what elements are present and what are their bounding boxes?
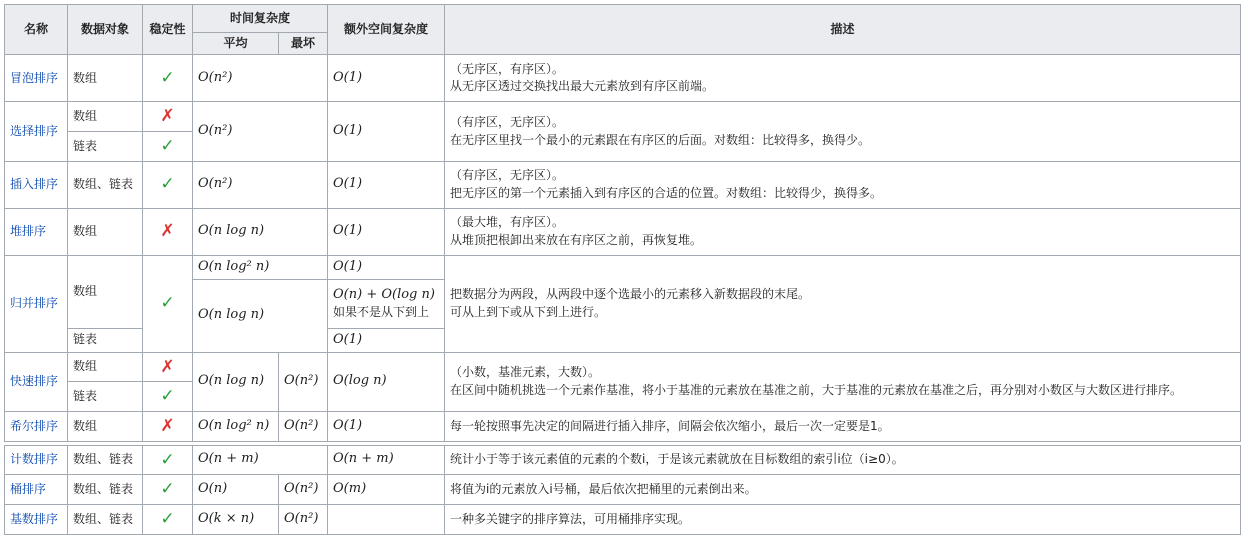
- algorithm-name-link[interactable]: 选择排序: [5, 102, 68, 161]
- stable-check-icon: ✓: [143, 475, 193, 505]
- space-complexity: O(1): [328, 328, 445, 352]
- stable-check-icon: ✓: [143, 255, 193, 352]
- description: （最大堆，有序区）。 从堆顶把根卸出来放在有序区之前，再恢复堆。: [445, 208, 1241, 255]
- average-complexity: O(n²): [193, 102, 328, 161]
- space-complexity: [328, 504, 445, 534]
- table-row-shell-sort: [5, 411, 1241, 441]
- space-complexity: O(1): [328, 161, 445, 208]
- header-stability: 稳定性: [143, 5, 193, 55]
- description: （有序区，无序区）。 在无序区里找一个最小的元素跟在有序区的后面。对数组：比较得多，换得少。: [445, 102, 1241, 161]
- average-complexity: O(n²): [193, 55, 328, 102]
- space-complexity: O(1): [328, 55, 445, 102]
- data-object: 数组: [68, 55, 143, 102]
- header-worst: 最坏: [279, 33, 328, 55]
- worst-complexity: O(n²): [279, 411, 328, 441]
- stable-check-icon: ✓: [143, 504, 193, 534]
- average-complexity: O(n log² n): [193, 411, 279, 441]
- description: 统计小于等于该元素值的元素的个数i，于是该元素就放在目标数组的索引i位（i≥0）。: [445, 445, 1241, 475]
- worst-complexity: O(n²): [279, 352, 328, 411]
- algorithm-name-link[interactable]: 计数排序: [5, 445, 68, 475]
- space-complexity-note: 如果不是从下到上: [333, 305, 430, 320]
- description: （小数，基准元素，大数）。 在区间中随机挑选一个元素作基准，将小于基准的元素放在基准之前，大于基准的元素放在基准之后，再分别对小数区与大数区进行排序。: [445, 352, 1241, 411]
- unstable-cross-icon: ✗: [143, 102, 193, 132]
- header-time-complexity: 时间复杂度: [193, 5, 328, 33]
- algorithm-name-link[interactable]: 快速排序: [5, 352, 68, 411]
- average-complexity: O(n log² n): [193, 255, 328, 279]
- worst-complexity: O(n²): [279, 475, 328, 505]
- data-object: 链表: [68, 382, 143, 412]
- algorithm-name-link[interactable]: 桶排序: [5, 475, 68, 505]
- algorithm-name-link[interactable]: 基数排序: [5, 504, 68, 534]
- stable-check-icon: ✓: [143, 445, 193, 475]
- table-row-heap-sort: [5, 208, 1241, 255]
- table-row-radix-sort: [5, 504, 1241, 534]
- data-object: 数组: [68, 255, 143, 328]
- space-complexity: O(m): [328, 475, 445, 505]
- unstable-cross-icon: ✗: [143, 411, 193, 441]
- data-object: 数组、链表: [68, 504, 143, 534]
- worst-complexity: O(n²): [279, 504, 328, 534]
- header-data-object: 数据对象: [68, 5, 143, 55]
- average-complexity: O(n log n): [193, 279, 328, 352]
- algorithm-name-link[interactable]: 堆排序: [5, 208, 68, 255]
- description: （有序区，无序区）。 把无序区的第一个元素插入到有序区的合适的位置。对数组：比较得少，换得多。: [445, 161, 1241, 208]
- table-row-insertion-sort: [5, 161, 1241, 208]
- header-description: 描述: [445, 5, 1241, 55]
- data-object: 数组、链表: [68, 475, 143, 505]
- table-row-bubble-sort: [5, 55, 1241, 102]
- stable-check-icon: ✓: [143, 132, 193, 162]
- algorithm-name-link[interactable]: 归并排序: [5, 255, 68, 352]
- data-object: 数组: [68, 352, 143, 382]
- table-row-counting-sort: [5, 445, 1241, 475]
- data-object: 数组: [68, 411, 143, 441]
- space-complexity: O(1): [328, 255, 445, 279]
- table-row-merge-sort: [5, 255, 1241, 279]
- space-complexity: O(n) + O(log n) 如果不是从下到上: [328, 279, 445, 328]
- stable-check-icon: ✓: [143, 55, 193, 102]
- algorithm-name-link[interactable]: 希尔排序: [5, 411, 68, 441]
- data-object: 链表: [68, 132, 143, 162]
- unstable-cross-icon: ✗: [143, 208, 193, 255]
- header-name: 名称: [5, 5, 68, 55]
- description: （无序区，有序区）。 从无序区透过交换找出最大元素放到有序区前端。: [445, 55, 1241, 102]
- algorithm-name-link[interactable]: 冒泡排序: [5, 55, 68, 102]
- description: 把数据分为两段，从两段中逐个选最小的元素移入新数据段的末尾。 可从上到下或从下到上进行。: [445, 255, 1241, 352]
- average-complexity: O(n²): [193, 161, 328, 208]
- space-complexity: O(n + m): [328, 445, 445, 475]
- space-complexity: O(1): [328, 411, 445, 441]
- space-complexity: O(log n): [328, 352, 445, 411]
- sorting-algorithms-table: [4, 4, 1241, 535]
- table-row-quick-sort: [5, 352, 1241, 382]
- average-complexity: O(n log n): [193, 208, 328, 255]
- data-object: 数组、链表: [68, 161, 143, 208]
- average-complexity: O(n + m): [193, 445, 328, 475]
- data-object: 数组、链表: [68, 445, 143, 475]
- space-complexity: O(1): [328, 102, 445, 161]
- description: 每一轮按照事先决定的间隔进行插入排序，间隔会依次缩小，最后一次一定要是1。: [445, 411, 1241, 441]
- average-complexity: O(k × n): [193, 504, 279, 534]
- stable-check-icon: ✓: [143, 382, 193, 412]
- header-average: 平均: [193, 33, 279, 55]
- data-object: 数组: [68, 102, 143, 132]
- header-space-complexity: 额外空间复杂度: [328, 5, 445, 55]
- description: 一种多关键字的排序算法，可用桶排序实现。: [445, 504, 1241, 534]
- data-object: 链表: [68, 328, 143, 352]
- average-complexity: O(n): [193, 475, 279, 505]
- unstable-cross-icon: ✗: [143, 352, 193, 382]
- algorithm-name-link[interactable]: 插入排序: [5, 161, 68, 208]
- table-row-selection-sort: [5, 102, 1241, 132]
- description: 将值为i的元素放入i号桶，最后依次把桶里的元素倒出来。: [445, 475, 1241, 505]
- data-object: 数组: [68, 208, 143, 255]
- space-complexity: O(1): [328, 208, 445, 255]
- stable-check-icon: ✓: [143, 161, 193, 208]
- average-complexity: O(n log n): [193, 352, 279, 411]
- table-row-bucket-sort: [5, 475, 1241, 505]
